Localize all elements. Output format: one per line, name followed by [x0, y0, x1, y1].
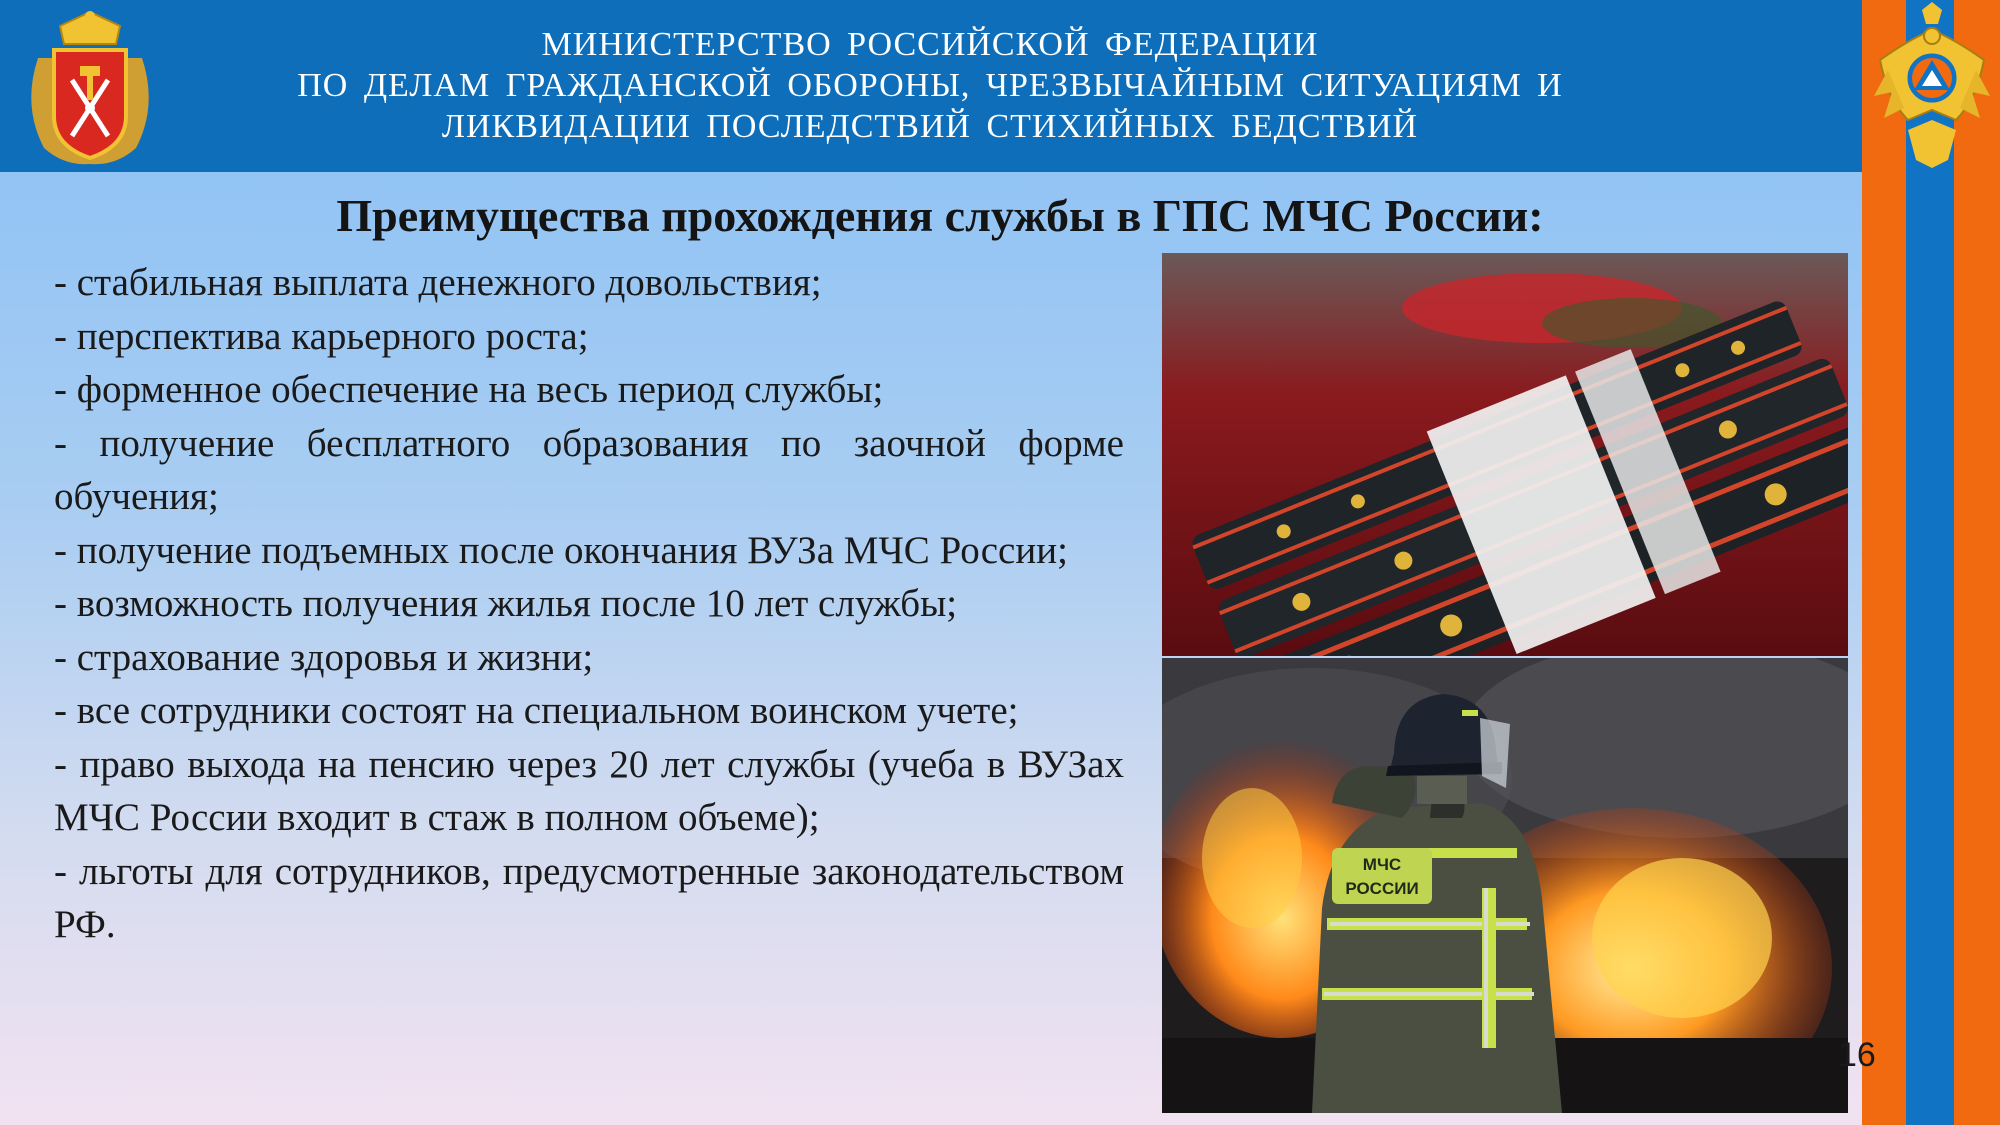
benefit-item: - форменное обеспечение на весь период службы;	[54, 368, 884, 411]
shoulder-boards-photo	[1162, 253, 1848, 656]
benefit-item: - получение бесплатного образования по заочной форме обучения;	[54, 421, 1124, 518]
benefit-item: - получение подъемных после окончания ВУЗа МЧС России;	[54, 528, 1068, 572]
benefits-list	[54, 256, 1124, 952]
benefit-item: - право выхода на пенсию через 20 лет службы (учеба в ВУЗах МЧС России входит в стаж в полном объеме);	[54, 742, 1124, 839]
page-number: 16	[1838, 1036, 1876, 1074]
slide-title: Преимущества прохождения службы в ГПС МЧС России:	[336, 190, 1544, 241]
ministry-name-line-2: ПО ДЕЛАМ ГРАЖДАНСКОЙ ОБОРОНЫ, ЧРЕЗВЫЧАЙНЫМ СИТУАЦИЯМ И	[297, 67, 1563, 104]
firefighter-photo	[1162, 658, 1848, 1113]
benefit-item: - возможность получения жилья после 10 лет службы;	[54, 582, 958, 625]
firefighter-label-russia: РОССИИ	[1345, 879, 1419, 898]
benefit-item: - страхование здоровья и жизни;	[54, 635, 594, 679]
emercom-eagle-emblem-icon	[1868, 0, 1996, 172]
benefit-item: - льготы для сотрудников, предусмотренные законодательством РФ.	[54, 849, 1124, 946]
header-bar	[0, 0, 1862, 172]
firefighter-label-mchs: МЧС	[1362, 855, 1402, 874]
ministry-name	[180, 24, 1680, 147]
ministry-name-line-1: МИНИСТЕРСТВО РОССИЙСКОЙ ФЕДЕРАЦИИ	[541, 26, 1319, 63]
benefit-item: - все сотрудники состоят на специальном воинском учете;	[54, 689, 1019, 732]
benefit-item: - стабильная выплата денежного довольствия;	[54, 261, 822, 304]
tula-coat-of-arms-icon	[24, 6, 156, 168]
benefit-item: - перспектива карьерного роста;	[54, 314, 589, 358]
ministry-name-line-3: ЛИКВИДАЦИИ ПОСЛЕДСТВИЙ СТИХИЙНЫХ БЕДСТВИЙ	[441, 108, 1419, 145]
